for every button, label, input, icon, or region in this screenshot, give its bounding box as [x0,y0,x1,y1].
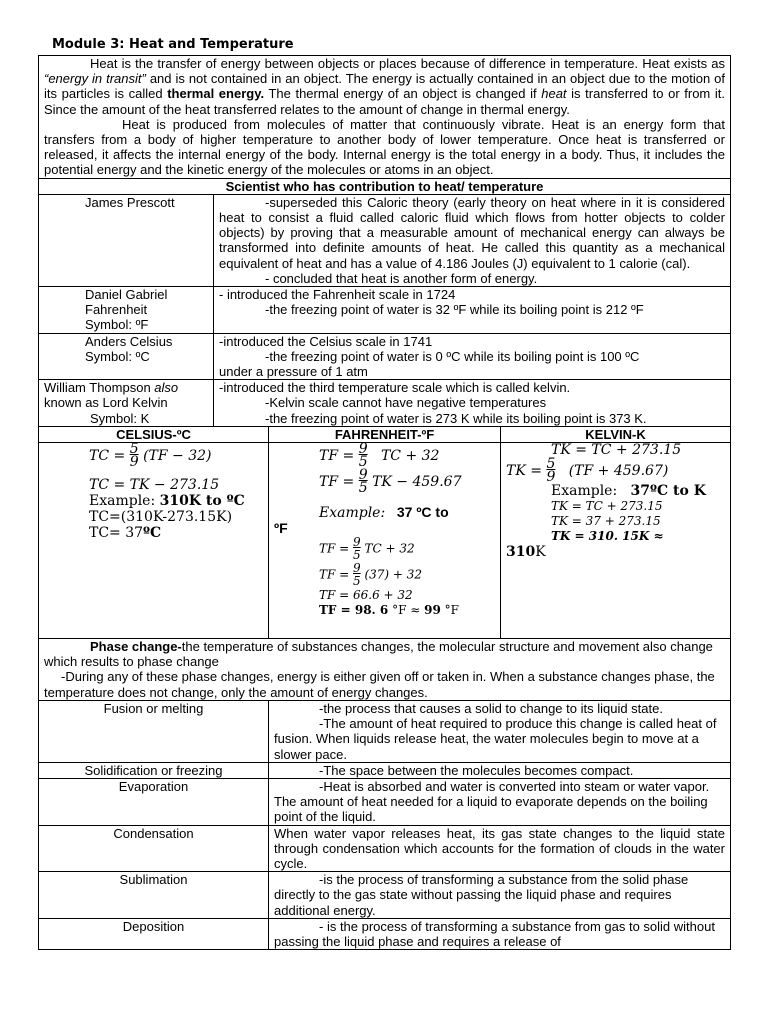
example-step: TF = $\frac{9}{5}$ TC + 32 [319,535,415,563]
phase-row [39,918,731,949]
phase-term: Sublimation [39,872,269,919]
example-result: TC= 37ºC [89,525,162,542]
scientist-desc: - introduced the Fahrenheit scale in 1724 [219,287,456,303]
phase-term: Solidification or freezing [39,762,269,778]
phase-desc: -The amount of heat required to produce this change is called heat of fusion. When liquids release heat, the water molecules begin to move at a slower pace. [274,716,717,762]
formula-tf-from-tc: TF = $\frac{9}{5}$ TC + 32 [319,441,440,471]
header-celsius: CELSIUS-ºC [39,427,269,443]
scientist-name: Daniel Gabriel [85,287,168,303]
example-label: Example: 310K to ºC [89,493,245,510]
example-label: Example: 37 ºC to [319,504,449,522]
phase-row [39,872,731,919]
example-result: TF = 98. 6 °F ≈ 99 °F [319,603,459,618]
example-step: TK = 310. 15K ≈ [551,529,664,544]
formula-tk-from-tf: TK = $\frac{5}{9}$ (TF + 459.67) [506,456,669,486]
phase-desc: - is the process of transforming a substance from gas to solid without passing the liquid phase and requires a release of [274,918,715,949]
intro-paragraph-1: Heat is the transfer of energy between objects or places because of difference in temperature. Heat exists as “energy in transit” and is not contained in an object. The energy is actually contained in an object due to the motion of its particles is called thermal energy. The thermal energy of an object is changed if heat is transferred to or from it. Since the amount of the heat transferred relates to the amount of change in thermal energy. [44,56,726,117]
example-step: TK = TC + 273.15 [551,499,663,514]
scientist-desc: -superseded this Caloric theory (early theory on heat where in it is considered heat to consist a fluid called caloric fluid which flows from hotter objects to colder objects) by proving that a measurable amount of mechanical energy can always be transformed into definite amounts of heat. He called this quantity as a mechanical equivalent of heat and has a value of 4.186 Joules (J) equivalent to 1 calorie (cal). [219,194,725,271]
formula-tf-from-tk: TF = $\frac{9}{5}$ TK − 459.67 [319,467,462,497]
scientist-desc: -introduced the third temperature scale which is called kelvin. [219,380,571,396]
example-step: TC=(310K-273.15K) [89,509,233,526]
formula-tc-from-tk: TC = TK − 273.15 [89,477,220,494]
phase-desc: -is the process of transforming a substance from the solid phase directly to the gas state without passing the liquid phase and requires additional energy. [274,872,689,918]
scientist-symbol: Symbol: ºC [85,348,150,364]
phase-term: Condensation [39,825,269,872]
example-step: TK = 37 + 273.15 [551,514,661,529]
example-label: Example: 37ºC to K [551,483,706,500]
formula-tk-from-tc: TK = TC + 273.15 [551,442,682,459]
scientist-desc: -the freezing point of water is 32 ºF while its boiling point is 212 ºF [265,302,644,318]
scientist-row-celsius [39,333,731,380]
conversions-table [38,427,731,950]
scientist-symbol: Symbol: ºF [85,317,149,333]
phase-term: Deposition [39,918,269,949]
scientist-row-kelvin [39,380,731,427]
phase-change-definition: Phase change-the temperature of substances changes, the molecular structure and movement also change which results to phase change [44,639,713,670]
header-kelvin: KELVIN-K [501,427,731,443]
intro-paragraph-2: Heat is produced from molecules of matter that continuously vibrate. Heat is an energy form that transfers from a body of higher temperature to another body of lower temperature. Once heat is transferred or released, it affects the internal energy of the body. Internal energy is the total energy in a body. Thus, it includes the potential energy and the kinetic energy of the molecules or atoms in an object. [44,116,725,178]
celsius-formulas [39,443,269,639]
phase-change-note: -During any of these phase changes, energy is either given off or taken in. When a substance changes phase, the temperature does not change, only the amount of energy changes. [44,669,715,700]
scientist-name: known as Lord Kelvin [44,395,168,411]
phase-row [39,700,731,762]
scientist-name: Anders Celsius [85,333,173,349]
kelvin-formulas [501,443,731,639]
example-unit: ºF [274,520,288,537]
scientist-name: William Thompson also [44,380,179,396]
scientist-symbol: Symbol: K [90,410,150,426]
scientist-name: Fahrenheit [85,302,148,318]
phase-row [39,778,731,825]
phase-change-intro [39,639,731,701]
phase-desc: -The space between the molecules becomes compact. [319,762,634,778]
example-step: TF = 66.6 + 32 [319,588,413,603]
phase-desc: When water vapor releases heat, its gas state changes to the liquid state through condensation which accounts for the formation of clouds in the water cycle. [274,825,725,871]
phase-term: Fusion or melting [39,700,269,762]
formula-tc-from-tf: TC = $\frac{5}{9}$ (TF − 32) [89,441,212,471]
phase-term: Evaporation [39,778,269,825]
scientist-desc: -the freezing point of water is 273 K while its boiling point is 373 K. [265,410,647,426]
phase-row [39,762,731,778]
scientist-row-fahrenheit [39,287,731,334]
phase-row [39,825,731,872]
page-title: Module 3: Heat and Temperature [52,37,294,52]
document-page [38,36,730,950]
scientist-desc: under a pressure of 1 atm [219,364,368,380]
scientist-desc: -Kelvin scale cannot have negative temperatures [265,395,547,411]
phase-desc: -Heat is absorbed and water is converted into steam or water vapor. The amount of heat needed for a liquid to evaporate depends on the boiling point of the liquid. [274,778,710,825]
scientist-desc: -the freezing point of water is 0 ºC while its boiling point is 100 ºC [265,348,640,364]
scientists-header: Scientist who has contribution to heat/ temperature [39,178,731,194]
scientist-desc: -introduced the Celsius scale in 1741 [219,333,433,349]
example-step: TF = $\frac{9}{5}$ (37) + 32 [319,561,423,589]
example-result: 310K [506,544,546,561]
intro-scientists-table [38,55,731,427]
scientist-name: James Prescott [39,194,214,286]
scientist-desc: - concluded that heat is another form of energy. [265,270,538,286]
scientist-row-prescott [39,194,731,286]
fahrenheit-formulas [269,443,501,639]
intro-cell [39,56,731,179]
header-fahrenheit: FAHRENHEIT-ºF [269,427,501,443]
phase-desc: -the process that causes a solid to change to its liquid state. [319,700,663,716]
